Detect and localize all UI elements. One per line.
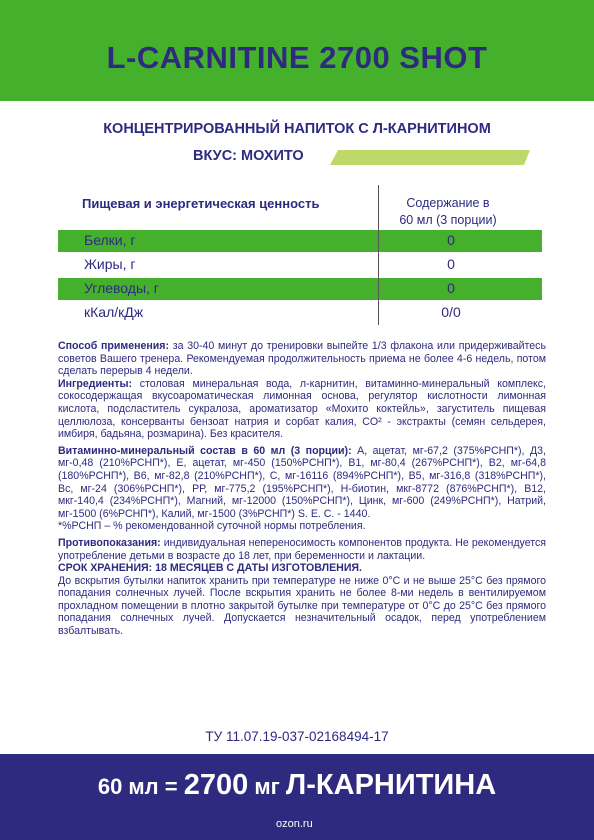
claim-substance: Л-КАРНИТИНА <box>285 769 497 801</box>
usage-text: за 30-40 минут до тренировки выпейте 1/3 флакона или придерживайтесь советов Вашего тренера. Рекомендуемая продолжительность приема не более 4-6 недель, потом сделать перерыв 4 недели. <box>58 340 546 378</box>
ingredients-paragraph <box>58 378 546 441</box>
nutrition-header-left: Пищевая и энергетическая ценность <box>82 196 320 211</box>
vitamins-label: Витаминно-минеральный состав в 60 мл (3 порции): <box>58 444 352 457</box>
nutrition-header-line2: 60 мл (3 порции) <box>399 213 497 227</box>
footnote-paragraph: *%РСНП – % рекомендованной суточной нормы потребления. <box>58 520 366 533</box>
contraindications-label: Противопоказания: <box>58 536 161 549</box>
nutrition-row <box>58 302 542 324</box>
tu-standard: ТУ 11.07.19-037-02168494-17 <box>205 729 389 744</box>
watermark: ozon.ru <box>276 818 313 830</box>
usage-paragraph <box>58 340 546 378</box>
nutrition-row-value: 0 <box>447 232 455 248</box>
shelf-life: СРОК ХРАНЕНИЯ: 18 МЕСЯЦЕВ С ДАТЫ ИЗГОТОВЛЕНИЯ. <box>58 562 362 575</box>
contraindications-text: индивидуальная непереносимость компонентов продукта. Не рекомендуется употребление детьми в возрасте до 18 лет, при беременности и лактации. <box>58 536 546 562</box>
contraindications-paragraph <box>58 537 546 562</box>
title-band <box>0 0 594 101</box>
nutrition-row-label: Белки, г <box>84 232 136 248</box>
carnitine-claim <box>0 769 594 802</box>
nutrition-row-label: Жиры, г <box>84 256 136 272</box>
product-title: L-CARNITINE 2700 SHOT <box>106 40 488 75</box>
nutrition-row <box>58 278 542 300</box>
nutrition-header-line1: Содержание в <box>406 196 490 210</box>
nutrition-row-label: кКал/кДж <box>84 304 144 320</box>
claim-band <box>0 754 594 840</box>
label-body-text <box>58 340 546 638</box>
ingredients-text: столовая минеральная вода, л-карнитин, витаминно-минеральный комплекс, сокосодержащая вкусоароматическая лимонная основа, регулятор кислотности лимонная кислота, подсластитель сукралоза, ароматизатор «Мохито коктейль», загуститель пищевая целлюлоза, консерванты бензоат натрия и сорбат калия, CO² - экстракты (семян сельдерея, имбиря, бадьяна, розмарина). Без красителя. <box>58 377 546 441</box>
nutrition-row-label: Углеводы, г <box>84 280 159 296</box>
nutrition-row-value: 0 <box>447 256 455 272</box>
vitamins-paragraph <box>58 445 546 521</box>
nutrition-row-value: 0/0 <box>441 304 461 320</box>
nutrition-row <box>58 254 542 276</box>
claim-amount: 2700 <box>183 769 249 801</box>
ingredients-label: Ингредиенты: <box>58 377 133 390</box>
claim-volume: 60 мл = <box>97 774 184 799</box>
usage-label: Способ применения: <box>58 340 170 352</box>
nutrition-row-value: 0 <box>447 280 455 296</box>
storage-paragraph: До вскрытия бутылки напиток хранить при температуре не ниже 0°С и не выше 25°С без прямого попадания солнечных лучей. После вскрытия хранить не более 8-ми недель в вентилируемом прохладном помещении в плотно закрытой бутылке при температуре от 0°С до 25°С без прямого попадания солнечных лучей. Допускается незначительный осадок, перед употреблением взбалтывать. <box>58 574 546 638</box>
nutrition-header-right <box>375 195 521 229</box>
vitamins-text: А, ацетат, мг-67,2 (375%РСНП*), Д3, мг-0,48 (210%РСНП*), Е, ацетат, мг-450 (150%РСНП*), В1, мг-80,4 (267%РСНП*), В2, мг-64,8 (180%РСНП*), В6, мг-82,8 (210%РСНП*), С, мг-16116 (894%РСНП*), В5, мг-316,8 (318%РСНП*), Вс, мг-24 (306%РСНП*), РР, мг-775,2 (195%РСНП*), Н-биотин, мкг-8772 (876%РСНП*), В12, мкг-140,4 (234%РСНП*), Магний, мг-12000 (150%РСНП*), Цинк, мг-600 (249%РСНП*), Натрий, мг-1500 (6%РСНП*), Калий, мг-1500 (3%РСНП*) S. E. C. - 1440. <box>58 444 546 520</box>
nutrition-row <box>58 230 542 252</box>
nutrition-column-divider <box>378 185 379 325</box>
flavor-label: ВКУС: МОХИТО <box>193 148 304 164</box>
flavor-underline-bar <box>330 150 530 165</box>
claim-unit: мг <box>248 774 286 799</box>
product-subtitle: КОНЦЕНТРИРОВАННЫЙ НАПИТОК С Л-КАРНИТИНОМ <box>103 121 491 137</box>
